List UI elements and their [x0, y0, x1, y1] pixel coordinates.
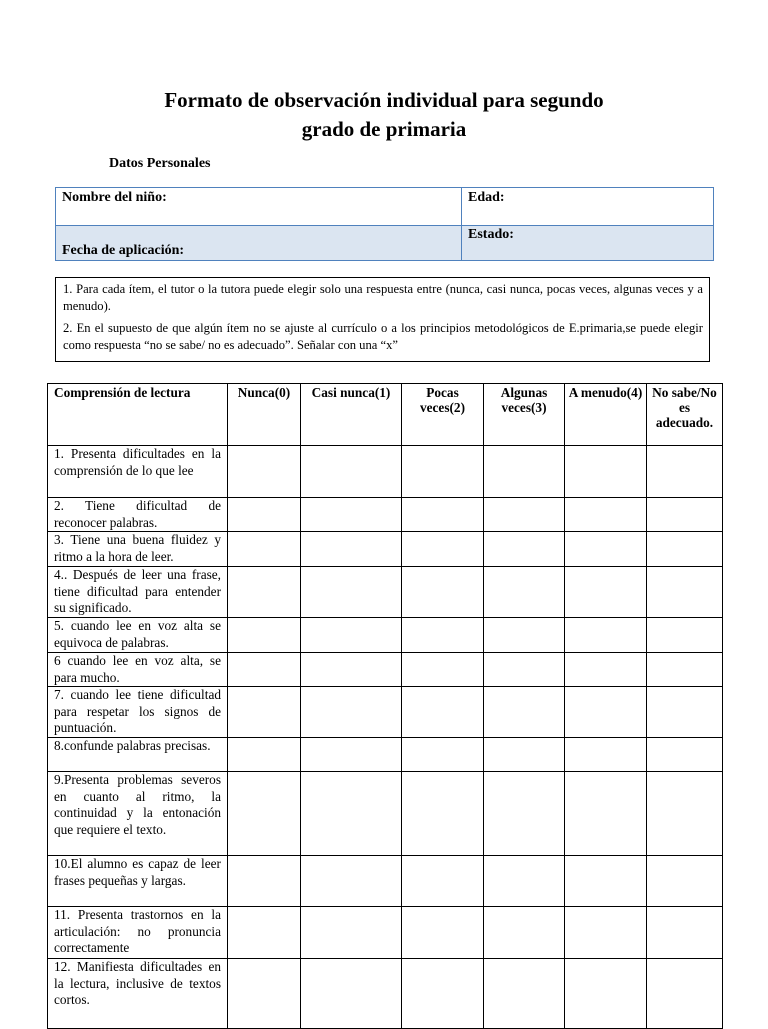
- answer-cell[interactable]: [647, 856, 723, 907]
- answer-cell[interactable]: [484, 498, 565, 532]
- answer-cell[interactable]: [647, 498, 723, 532]
- answer-cell[interactable]: [484, 907, 565, 959]
- answer-cell[interactable]: [647, 772, 723, 856]
- answer-cell[interactable]: [565, 907, 647, 959]
- instruction-2: 2. En el supuesto de que algún ítem no se ajuste al currículo o a los principios metodológicos de E.primaria,se puede elegir como respuesta “no se sabe/ no es adecuado”. Señalar con una “x”: [63, 321, 703, 352]
- answer-cell[interactable]: [301, 653, 402, 687]
- instruction-1: 1. Para cada ítem, el tutor o la tutora puede elegir solo una respuesta entre (nunca, casi nunca, pocas veces, algunas veces y a menudo).: [63, 282, 703, 313]
- answer-cell[interactable]: [228, 446, 301, 498]
- answer-cell[interactable]: [484, 687, 565, 738]
- table-row: [48, 772, 723, 856]
- answer-cell[interactable]: [402, 959, 484, 1029]
- answer-cell[interactable]: [301, 567, 402, 618]
- answer-cell[interactable]: [565, 532, 647, 567]
- table-row: [48, 498, 723, 532]
- column-header: A menudo(4): [565, 384, 647, 446]
- answer-cell[interactable]: [484, 738, 565, 772]
- item-text: 7. cuando lee tiene dificultad para respetar los signos de puntuación.: [48, 687, 228, 738]
- document-title-line-2: grado de primaria: [301, 117, 467, 141]
- personal-data-table: [55, 187, 714, 261]
- answer-cell[interactable]: [647, 618, 723, 653]
- answer-cell[interactable]: [565, 618, 647, 653]
- answer-cell[interactable]: [402, 618, 484, 653]
- section-label-personal-data: Datos Personales: [109, 156, 211, 171]
- answer-cell[interactable]: [565, 567, 647, 618]
- table-row: [48, 567, 723, 618]
- document-title: [0, 86, 768, 144]
- column-header: Algunas veces(3): [484, 384, 565, 446]
- answer-cell[interactable]: [228, 856, 301, 907]
- answer-cell[interactable]: [565, 738, 647, 772]
- answer-cell[interactable]: [228, 738, 301, 772]
- answer-cell[interactable]: [402, 446, 484, 498]
- answer-cell[interactable]: [565, 446, 647, 498]
- answer-cell[interactable]: [484, 446, 565, 498]
- item-text: 10.El alumno es capaz de leer frases pequeñas y largas.: [48, 856, 228, 907]
- answer-cell[interactable]: [647, 907, 723, 959]
- answer-cell[interactable]: [565, 959, 647, 1029]
- answer-cell[interactable]: [484, 959, 565, 1029]
- item-text: 4.. Después de leer una frase, tiene dificultad para entender su significado.: [48, 567, 228, 618]
- answer-cell[interactable]: [484, 567, 565, 618]
- answer-cell[interactable]: [301, 856, 402, 907]
- answer-cell[interactable]: [228, 532, 301, 567]
- answer-cell[interactable]: [228, 959, 301, 1029]
- table-row: [48, 687, 723, 738]
- state-field[interactable]: Estado:: [462, 226, 714, 261]
- column-header: Casi nunca(1): [301, 384, 402, 446]
- answer-cell[interactable]: [565, 772, 647, 856]
- answer-cell[interactable]: [484, 618, 565, 653]
- column-header: Pocas veces(2): [402, 384, 484, 446]
- application-date-field[interactable]: Fecha de aplicación:: [56, 226, 462, 261]
- column-header: Comprensión de lectura: [48, 384, 228, 446]
- answer-cell[interactable]: [301, 907, 402, 959]
- answer-cell[interactable]: [484, 653, 565, 687]
- answer-cell[interactable]: [402, 653, 484, 687]
- table-row: [48, 618, 723, 653]
- table-row: [48, 907, 723, 959]
- answer-cell[interactable]: [228, 567, 301, 618]
- answer-cell[interactable]: [565, 498, 647, 532]
- answer-cell[interactable]: [565, 687, 647, 738]
- answer-cell[interactable]: [301, 446, 402, 498]
- answer-cell[interactable]: [228, 772, 301, 856]
- item-text: 12. Manifiesta dificultades en la lectura, inclusive de textos cortos.: [48, 959, 228, 1029]
- answer-cell[interactable]: [647, 653, 723, 687]
- table-row: [48, 856, 723, 907]
- answer-cell[interactable]: [647, 738, 723, 772]
- answer-cell[interactable]: [484, 856, 565, 907]
- item-text: 9.Presenta problemas severos en cuanto al ritmo, la continuidad y la entonación que requiere el texto.: [48, 772, 228, 856]
- column-header: No sabe/No es adecuado.: [647, 384, 723, 446]
- answer-cell[interactable]: [402, 907, 484, 959]
- answer-cell[interactable]: [301, 738, 402, 772]
- instructions-box: [55, 277, 710, 362]
- answer-cell[interactable]: [301, 532, 402, 567]
- answer-cell[interactable]: [647, 687, 723, 738]
- observation-table: [47, 383, 723, 1029]
- item-text: 3. Tiene una buena fluidez y ritmo a la hora de leer.: [48, 532, 228, 567]
- answer-cell[interactable]: [402, 687, 484, 738]
- table-header-row: [48, 384, 723, 446]
- answer-cell[interactable]: [647, 446, 723, 498]
- document-title-line-1: Formato de observación individual para segundo: [164, 88, 604, 112]
- answer-cell[interactable]: [402, 532, 484, 567]
- item-text: 6 cuando lee en voz alta, se para mucho.: [48, 653, 228, 687]
- answer-cell[interactable]: [647, 532, 723, 567]
- answer-cell[interactable]: [228, 687, 301, 738]
- item-text: 8.confunde palabras precisas.: [48, 738, 228, 772]
- answer-cell[interactable]: [228, 618, 301, 653]
- answer-cell[interactable]: [301, 959, 402, 1029]
- table-row: [48, 532, 723, 567]
- answer-cell[interactable]: [228, 653, 301, 687]
- item-text: 1. Presenta dificultades en la comprensión de lo que lee: [48, 446, 228, 498]
- table-row: [48, 738, 723, 772]
- answer-cell[interactable]: [484, 772, 565, 856]
- child-name-field[interactable]: Nombre del niño:: [56, 188, 462, 226]
- answer-cell[interactable]: [647, 959, 723, 1029]
- answer-cell[interactable]: [565, 653, 647, 687]
- answer-cell[interactable]: [484, 532, 565, 567]
- item-text: 2. Tiene dificultad de reconocer palabras.: [48, 498, 228, 532]
- answer-cell[interactable]: [565, 856, 647, 907]
- answer-cell[interactable]: [301, 618, 402, 653]
- column-header: Nunca(0): [228, 384, 301, 446]
- answer-cell[interactable]: [301, 498, 402, 532]
- answer-cell[interactable]: [402, 772, 484, 856]
- answer-cell[interactable]: [647, 567, 723, 618]
- table-row: [48, 959, 723, 1029]
- answer-cell[interactable]: [402, 856, 484, 907]
- answer-cell[interactable]: [402, 738, 484, 772]
- table-row: [48, 653, 723, 687]
- answer-cell[interactable]: [301, 687, 402, 738]
- answer-cell[interactable]: [402, 567, 484, 618]
- item-text: 11. Presenta trastornos en la articulación: no pronuncia correctamente: [48, 907, 228, 959]
- item-text: 5. cuando lee en voz alta se equivoca de palabras.: [48, 618, 228, 653]
- answer-cell[interactable]: [301, 772, 402, 856]
- table-row: [48, 446, 723, 498]
- answer-cell[interactable]: [402, 498, 484, 532]
- age-field[interactable]: Edad:: [462, 188, 714, 226]
- answer-cell[interactable]: [228, 498, 301, 532]
- answer-cell[interactable]: [228, 907, 301, 959]
